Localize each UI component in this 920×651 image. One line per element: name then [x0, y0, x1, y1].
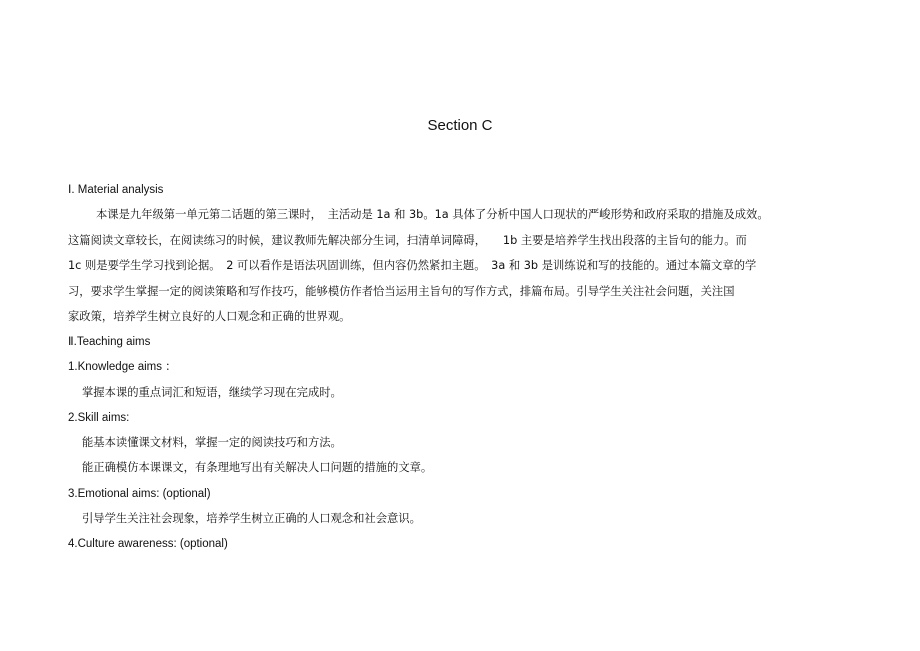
section-heading-teaching-aims: Ⅱ.Teaching aims	[68, 336, 151, 348]
emotional-aims-text: 引导学生关注社会现象，培养学生树立正确的人口观念和社会意识。	[82, 512, 421, 525]
page-title: Section C	[427, 117, 493, 134]
paragraph-line: 1c 则是要学生学习找到论据。 2 可以看作是语法巩固训练，但内容仍然紧扣主题。 3a 和 3b 是训练说和写的技能的。通过本篇文章的学	[68, 259, 757, 272]
section-heading-material-analysis: Ⅰ. Material analysis	[68, 184, 164, 196]
skill-aims-text: 能基本读懂课文材料，掌握一定的阅读技巧和方法。	[82, 436, 342, 449]
culture-awareness-label: 4.Culture awareness: (optional)	[68, 538, 228, 550]
knowledge-aims-label: 1.Knowledge aims ：	[68, 361, 177, 373]
paragraph-line: 习，要求学生掌握一定的阅读策略和写作技巧，能够模仿作者恰当运用主旨句的写作方式，排篇布局。引导学生关注社会问题，关注国	[68, 285, 735, 298]
knowledge-aims-text: 掌握本课的重点词汇和短语，继续学习现在完成时。	[82, 386, 342, 399]
skill-aims-text: 能正确模仿本课课文，有条理地写出有关解决人口问题的措施的文章。	[82, 461, 433, 474]
paragraph-line: 这篇阅读文章较长，在阅读练习的时候，建议教师先解决部分生词，扫清单词障碍， 1b 主要是培养学生找出段落的主旨句的能力。而	[68, 234, 747, 247]
skill-aims-label: 2.Skill aims:	[68, 412, 130, 424]
paragraph-line: 家政策，培养学生树立良好的人口观念和正确的世界观。	[68, 310, 351, 323]
paragraph-line: 本课是九年级第一单元第二话题的第三课时， 主活动是 1a 和 3b。1a 具体了分析中国人口现状的严峻形势和政府采取的措施及成效。	[96, 208, 769, 221]
emotional-aims-label: 3.Emotional aims: (optional)	[68, 488, 211, 500]
